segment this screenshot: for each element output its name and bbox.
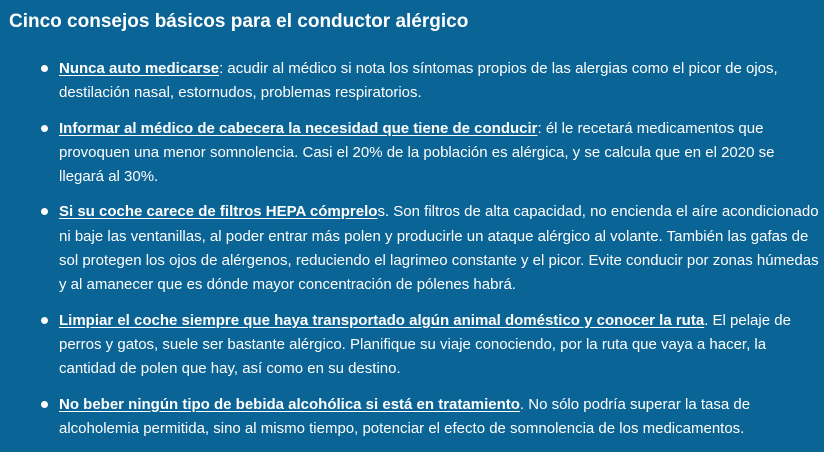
tip-heading: Limpiar el coche siempre que haya transportado algún animal doméstico y conocer la ruta — [59, 311, 705, 329]
tips-list — [0, 57, 823, 452]
tip-text: s. Son filtros de alta capacidad, no encienda el aíre acondicionado ni baje las ventanillas, al poder entrar más polen y producirle un ataque alérgico al volante. También las gafas de sol protegen los ojos de alérgenos, reduciendo el lagrimeo constante y el picor. Evite conducir por zonas húmedas y al amanecer que es dónde mayor concentración de pólenes habrá. — [59, 203, 819, 294]
tip-text: : él le recetará medicamentos que provoquen una menor somnolencia. Casi el 20% de la población es alérgica, y se calcula que en el 2020 se llegará al 30%. — [59, 119, 775, 186]
tip-item-1 — [59, 57, 823, 106]
tip-item-4 — [59, 309, 823, 382]
tip-heading: Nunca auto medicarse — [59, 60, 220, 77]
page-title: Cinco consejos básicos para el conductor alérgico — [9, 11, 469, 32]
tip-text: . El pelaje de perros y gatos, suele ser bastante alérgico. Planifique su viaje conociendo, por la ruta que vaya a hacer, la cantidad de polen que hay, así como en su destino. — [59, 311, 791, 378]
tip-text: . No sólo podría superar la tasa de alcoholemia permitida, sino al mismo tiempo, potenciar el efecto de somnolencia de los medicamentos. — [59, 395, 751, 437]
tip-item-2 — [59, 117, 823, 190]
tip-heading: Si su coche carece de filtros HEPA cómprelo — [59, 203, 378, 221]
tip-item-5 — [59, 393, 823, 442]
tip-text: : acudir al médico si nota los síntomas propios de las alergias como el picor de ojos, destilación nasal, estornudos, problemas respiratorios. — [59, 60, 778, 102]
tip-heading: Informar al médico de cabecera la necesidad que tiene de conducir — [59, 119, 538, 137]
tip-item-3 — [59, 200, 823, 297]
tip-heading: No beber ningún tipo de bebida alcohólica si está en tratamiento — [59, 395, 520, 413]
